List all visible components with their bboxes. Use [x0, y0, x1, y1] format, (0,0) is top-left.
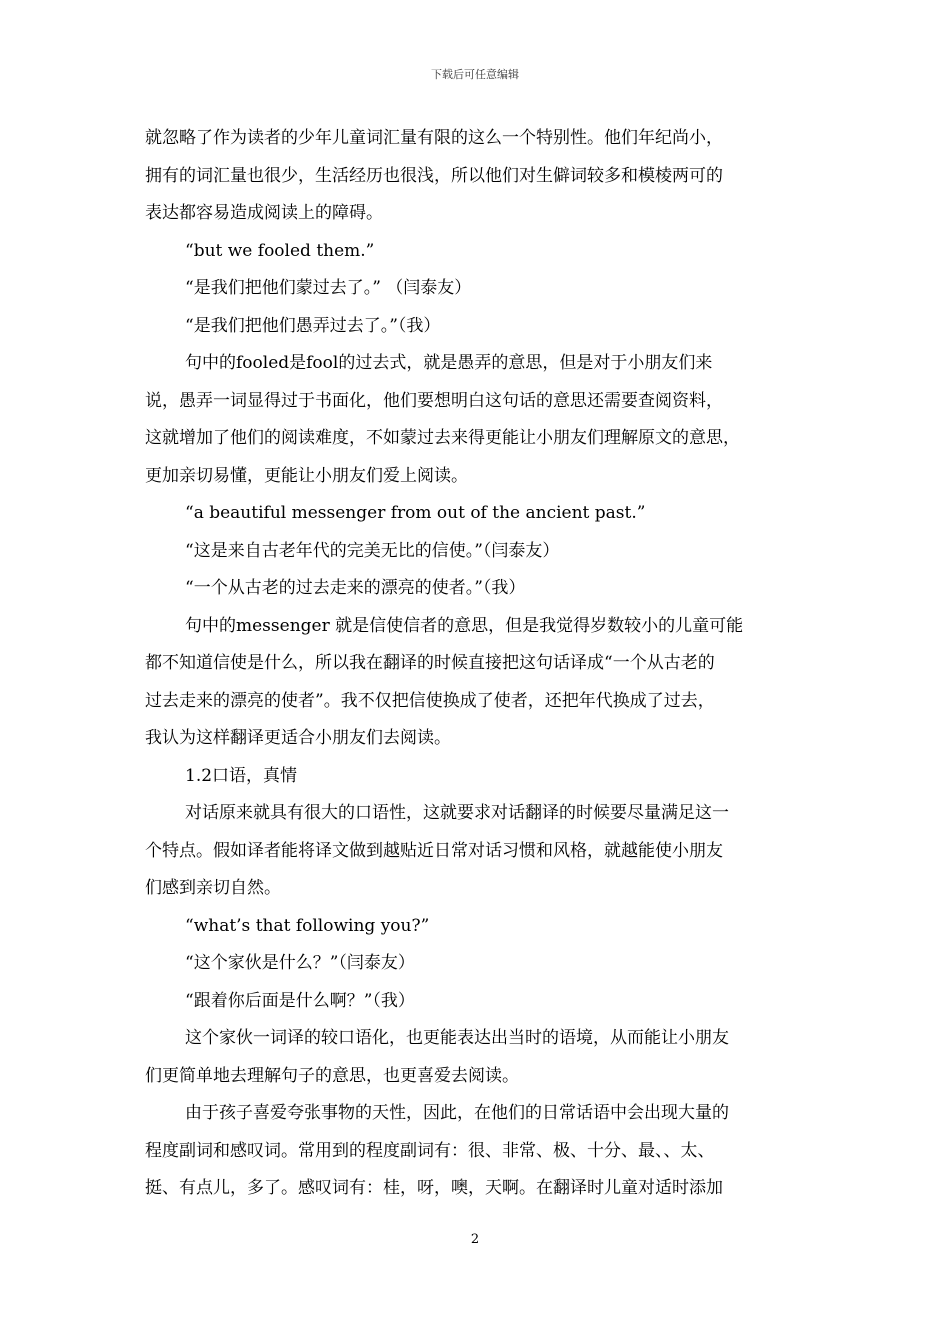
- page-header: 下载后可任意编辑: [431, 68, 519, 81]
- text-line: 对话原来就具有很大的口语性，这就要求对话翻译的时候要尽量满足这一: [185, 803, 729, 823]
- text-line: 们更简单地去理解句子的意思，也更喜爱去阅读。: [145, 1065, 519, 1086]
- text-line: 句中的fooled是fool的过去式，就是愚弄的意思，但是对于小朋友们来: [185, 353, 713, 373]
- document-body: [145, 120, 810, 1208]
- text-line: “是我们把他们愚弄过去了。”（我）: [185, 315, 441, 336]
- text-line: 这就增加了他们的阅读难度，不如蒙过去来得更能让小朋友们理解原文的意思，: [145, 428, 740, 448]
- text-line: 程度副词和感叹词。常用到的程度副词有：很、非常、极、十分、最、、太、: [145, 1140, 715, 1161]
- text-line: 1.2口语，真情: [185, 765, 298, 786]
- text-line: 这个家伙一词译的较口语化，也更能表达出当时的语境，从而能让小朋友: [185, 1028, 729, 1048]
- text-line: 过去走来的漂亮的使者”。我不仅把信使换成了使者，还把年代换成了过去，: [145, 690, 715, 711]
- text-line: 说，愚弄一词显得过于书面化，他们要想明白这句话的意思还需要查阅资料，: [145, 390, 723, 411]
- text-line: “这个家伙是什么？”（闫泰友）: [185, 953, 415, 973]
- text-line: 就忽略了作为读者的少年儿童词汇量有限的这么一个特别性。他们年纪尚小，: [145, 128, 723, 148]
- text-line: 表达都容易造成阅读上的障碍。: [145, 203, 383, 223]
- text-line: “是我们把他们蒙过去了。” （闫泰友）: [185, 278, 472, 298]
- text-line: 们感到亲切自然。: [145, 878, 281, 898]
- text-line: 由于孩子喜爱夸张事物的天性，因此，在他们的日常话语中会出现大量的: [185, 1103, 729, 1123]
- text-line: “a beautiful messenger from out of the ancient past.”: [185, 503, 646, 523]
- text-line: “一个从古老的过去走来的漂亮的使者。”（我）: [185, 578, 526, 598]
- text-line: 都不知道信使是什么，所以我在翻译的时候直接把这句话译成“一个从古老的: [145, 653, 715, 673]
- text-line: “这是来自古老年代的完美无比的信使。”（闫泰友）: [185, 540, 560, 561]
- text-line: 句中的messenger 就是信使信者的意思，但是我觉得岁数较小的儿童可能: [185, 615, 744, 636]
- text-line: “what’s that following you?”: [185, 915, 430, 936]
- text-line: 挺、有点儿，多了。感叹词有：桂，呀，噢，天啊。在翻译时儿童对适时添加: [145, 1178, 723, 1198]
- text-line: 我认为这样翻译更适合小朋友们去阅读。: [145, 728, 451, 748]
- text-line: “跟着你后面是什么啊？”（我）: [185, 990, 415, 1011]
- text-line: 更加亲切易懂，更能让小朋友们爱上阅读。: [145, 465, 468, 486]
- page-number: 2: [470, 1232, 480, 1247]
- text-line: “but we fooled them.”: [185, 240, 375, 261]
- text-line: 个特点。假如译者能将译文做到越贴近日常对话习惯和风格，就越能使小朋友: [145, 840, 723, 861]
- text-line: 拥有的词汇量也很少，生活经历也很浅，所以他们对生僻词较多和模棱两可的: [145, 165, 723, 186]
